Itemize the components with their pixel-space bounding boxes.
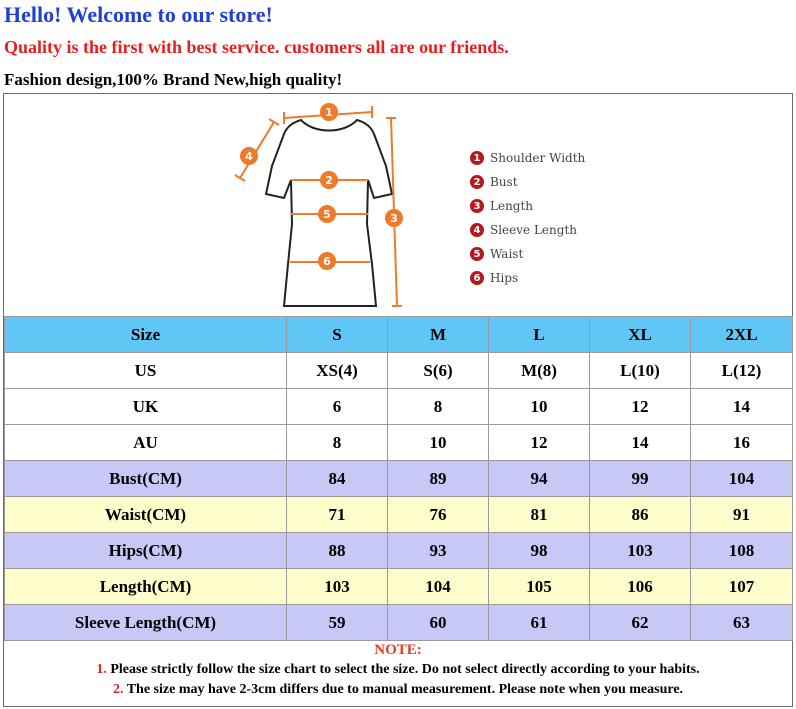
table-cell: 103 (287, 569, 388, 605)
table-row (5, 461, 793, 497)
row-label: Length(CM) (5, 569, 287, 605)
table-cell: XS(4) (287, 353, 388, 389)
table-cell: 16 (691, 425, 793, 461)
legend-number-icon: 3 (470, 199, 484, 213)
table-cell: 14 (590, 425, 691, 461)
legend-label: Bust (490, 175, 518, 189)
marker-3-label: 3 (390, 212, 398, 225)
table-cell: S(6) (388, 353, 489, 389)
note-text: Please strictly follow the size chart to select the size. Do not select directly according to your habits. (110, 662, 700, 677)
fashion-tagline: Fashion design,100% Brand New,high quality! (4, 70, 343, 89)
table-cell: 10 (388, 425, 489, 461)
note-line (4, 660, 792, 680)
dress-diagram (4, 94, 792, 316)
legend-label: Shoulder Width (490, 151, 586, 165)
note-section (4, 640, 792, 700)
table-cell: 62 (590, 605, 691, 641)
marker-6-label: 6 (323, 255, 331, 268)
table-row (5, 425, 793, 461)
size-chart-frame (3, 93, 793, 707)
table-cell: 63 (691, 605, 793, 641)
note-text: The size may have 2-3cm differs due to manual measurement. Please note when you measure. (126, 682, 684, 697)
table-cell: 59 (287, 605, 388, 641)
legend-number-icon: 2 (470, 175, 484, 189)
table-cell: 61 (489, 605, 590, 641)
legend-label: Sleeve Length (490, 223, 577, 237)
legend-item (470, 146, 585, 170)
table-row (5, 353, 793, 389)
measurement-legend (470, 146, 585, 290)
table-cell: 107 (691, 569, 793, 605)
marker-1-icon (320, 103, 338, 121)
table-row (5, 533, 793, 569)
legend-number-icon: 5 (470, 247, 484, 261)
legend-item (470, 194, 585, 218)
column-header: XL (590, 317, 691, 353)
legend-item (470, 266, 585, 290)
table-cell: M(8) (489, 353, 590, 389)
row-label: US (5, 353, 287, 389)
table-cell: 88 (287, 533, 388, 569)
marker-2-label: 2 (325, 174, 333, 187)
table-cell: L(12) (691, 353, 793, 389)
table-cell: 14 (691, 389, 793, 425)
table-cell: 106 (590, 569, 691, 605)
table-cell: 99 (590, 461, 691, 497)
table-cell: 12 (489, 425, 590, 461)
column-header: 2XL (691, 317, 793, 353)
marker-1-label: 1 (325, 106, 333, 119)
column-header: M (388, 317, 489, 353)
table-row (5, 389, 793, 425)
table-cell: 60 (388, 605, 489, 641)
table-cell: 93 (388, 533, 489, 569)
table-cell: 91 (691, 497, 793, 533)
table-header-row (5, 317, 793, 353)
marker-3-icon (385, 209, 403, 227)
column-header: L (489, 317, 590, 353)
marker-2-icon (320, 171, 338, 189)
table-cell: L(10) (590, 353, 691, 389)
row-label: AU (5, 425, 287, 461)
note-title: NOTE: (374, 642, 422, 658)
table-cell: 94 (489, 461, 590, 497)
row-label: UK (5, 389, 287, 425)
table-cell: 8 (388, 389, 489, 425)
note-number: 2. (112, 682, 124, 697)
row-label: Waist(CM) (5, 497, 287, 533)
table-row (5, 569, 793, 605)
table-cell: 12 (590, 389, 691, 425)
table-cell: 76 (388, 497, 489, 533)
marker-6-icon (318, 252, 336, 270)
dress-illustration (4, 94, 464, 316)
note-number: 1. (96, 662, 107, 677)
table-row (5, 605, 793, 641)
row-label: Bust(CM) (5, 461, 287, 497)
table-cell: 104 (691, 461, 793, 497)
table-cell: 104 (388, 569, 489, 605)
legend-item (470, 242, 585, 266)
row-label: Hips(CM) (5, 533, 287, 569)
note-line (4, 680, 792, 700)
legend-number-icon: 4 (470, 223, 484, 237)
legend-number-icon: 6 (470, 271, 484, 285)
table-cell: 81 (489, 497, 590, 533)
legend-number-icon: 1 (470, 151, 484, 165)
table-cell: 98 (489, 533, 590, 569)
table-cell: 89 (388, 461, 489, 497)
legend-label: Length (490, 199, 534, 213)
table-cell: 108 (691, 533, 793, 569)
legend-item (470, 218, 585, 242)
welcome-heading: Hello! Welcome to our store! (4, 2, 273, 27)
marker-5-label: 5 (323, 208, 331, 221)
table-cell: 10 (489, 389, 590, 425)
legend-label: Hips (490, 271, 519, 285)
quality-tagline: Quality is the first with best service. customers all are our friends. (4, 37, 509, 57)
legend-label: Waist (490, 247, 524, 261)
table-cell: 8 (287, 425, 388, 461)
marker-4-label: 4 (245, 150, 253, 163)
table-cell: 103 (590, 533, 691, 569)
legend-item (470, 170, 585, 194)
table-cell: 6 (287, 389, 388, 425)
table-cell: 84 (287, 461, 388, 497)
marker-5-icon (318, 205, 336, 223)
marker-4-icon (240, 147, 258, 165)
table-cell: 71 (287, 497, 388, 533)
table-cell: 86 (590, 497, 691, 533)
table-row (5, 497, 793, 533)
column-header: Size (5, 317, 287, 353)
column-header: S (287, 317, 388, 353)
row-label: Sleeve Length(CM) (5, 605, 287, 641)
table-cell: 105 (489, 569, 590, 605)
size-table (4, 316, 793, 641)
